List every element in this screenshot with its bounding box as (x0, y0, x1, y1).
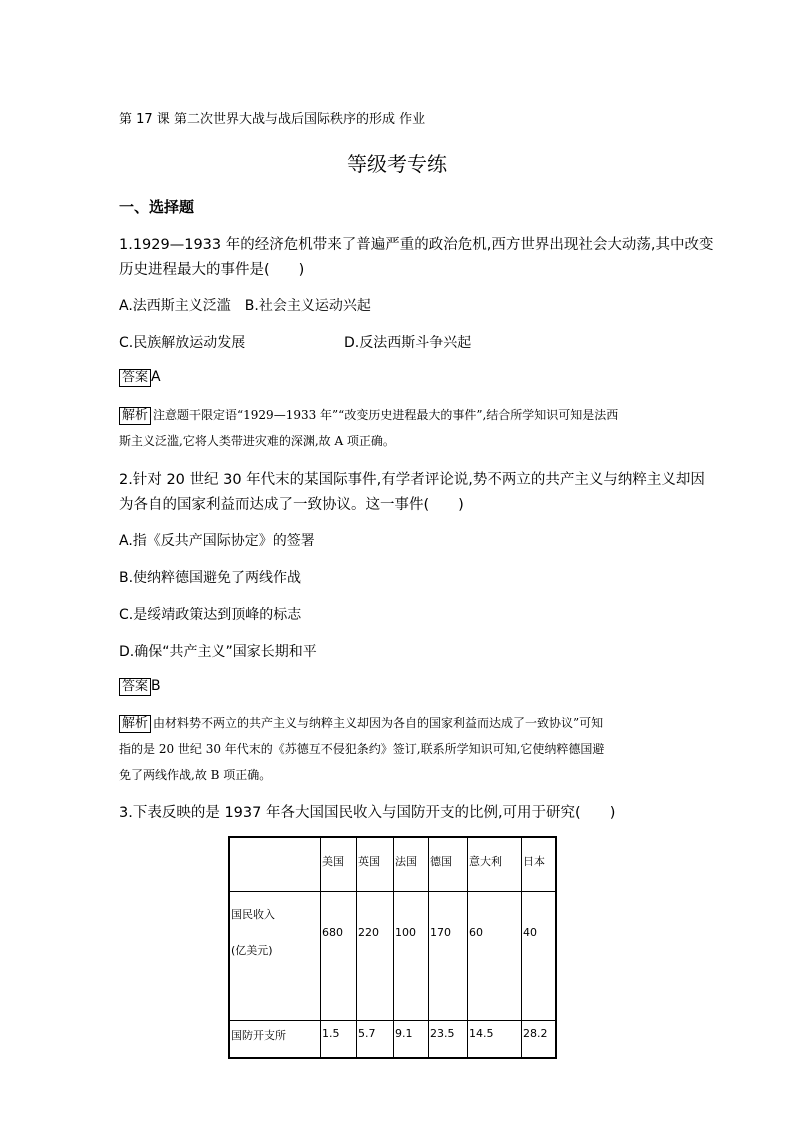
table-cell: 220 (357, 891, 394, 1020)
explanation-line: 指的是 20 世纪 30 年代末的《苏德互不侵犯条约》签订,联系所学知识可知,它使纳粹德国避 (119, 742, 605, 756)
table-header-cell: 意大利 (468, 837, 522, 891)
explanation-line: 斯主义泛滥,它将人类带进灾难的深渊,故 A 项正确。 (119, 434, 395, 448)
table-cell: 28.2 (522, 1020, 557, 1058)
table-cell: 60 (468, 891, 522, 1020)
answer-tag: 答案 (119, 678, 151, 696)
table-cell: 9.1 (394, 1020, 429, 1058)
question-2-explanation (119, 710, 679, 788)
question-2-option-d: D.确保“共产主义”国家长期和平 (119, 644, 317, 660)
row-label: 国民收入 (231, 907, 275, 921)
explanation-line: 由材料势不两立的共产主义与纳粹主义却因为各自的国家利益而达成了一致协议”可知 (153, 716, 604, 730)
question-1-answer (119, 369, 161, 387)
answer-value: B (151, 678, 161, 694)
table-header-cell: 美国 (321, 837, 357, 891)
row-label: (亿美元) (231, 943, 273, 957)
question-1-option-ab: A.法西斯主义泛滥 B.社会主义运动兴起 (119, 298, 371, 314)
answer-tag: 答案 (119, 369, 151, 387)
table-cell: 680 (321, 891, 357, 1020)
question-2-answer (119, 678, 161, 696)
question-1-option-d: D.反法西斯斗争兴起 (344, 335, 472, 351)
lesson-header: 第 17 课 第二次世界大战与战后国际秩序的形成 作业 (119, 112, 426, 127)
answer-value: A (151, 369, 161, 385)
table-cell (229, 837, 321, 891)
explanation-line: 注意题干限定语“1929—1933 年”“改变历史进程最大的事件”,结合所学知识可知是法西 (153, 408, 619, 422)
question-1-explanation (119, 402, 679, 454)
question-2-option-b: B.使纳粹德国避免了两线作战 (119, 570, 302, 586)
page-title: 等级考专练 (347, 152, 447, 176)
table-header-row (229, 837, 556, 891)
table-header-cell: 英国 (357, 837, 394, 891)
table-cell: 170 (429, 891, 468, 1020)
table-header-cell: 德国 (429, 837, 468, 891)
question-2-line-1: 2.针对 20 世纪 30 年代末的某国际事件,有学者评论说,势不两立的共产主义与纳粹主义却因 (119, 472, 705, 488)
table-row (229, 891, 556, 1020)
table-cell: 23.5 (429, 1020, 468, 1058)
question-2-line-2: 为各自的国家利益而达成了一致协议。这一事件( ) (119, 497, 464, 513)
table-row (229, 1020, 556, 1058)
income-defense-table (228, 836, 557, 1059)
table-cell: 100 (394, 891, 429, 1020)
section-heading: 一、选择题 (119, 198, 195, 216)
explanation-tag: 解析 (119, 715, 151, 733)
question-2-option-a: A.指《反共产国际协定》的签署 (119, 533, 315, 549)
question-3-line-1: 3.下表反映的是 1937 年各大国国民收入与国防开支的比例,可用于研究( ) (119, 805, 616, 821)
table-cell: 14.5 (468, 1020, 522, 1058)
question-1-line-1: 1.1929—1933 年的经济危机带来了普遍严重的政治危机,西方世界出现社会大动荡,其中改变 (119, 237, 714, 253)
row-label-cell: 国防开支所 (229, 1020, 321, 1058)
table-cell: 1.5 (321, 1020, 357, 1058)
table-header-cell: 日本 (522, 837, 557, 891)
explanation-tag: 解析 (119, 407, 151, 425)
question-2-option-c: C.是绥靖政策达到顶峰的标志 (119, 607, 302, 623)
row-label-cell (229, 891, 321, 1020)
table-cell: 40 (522, 891, 557, 1020)
question-1-line-2: 历史进程最大的事件是( ) (119, 262, 305, 278)
explanation-line: 免了两线作战,故 B 项正确。 (119, 768, 272, 782)
question-1-option-c: C.民族解放运动发展 (119, 335, 246, 351)
table-cell: 5.7 (357, 1020, 394, 1058)
table-header-cell: 法国 (394, 837, 429, 891)
